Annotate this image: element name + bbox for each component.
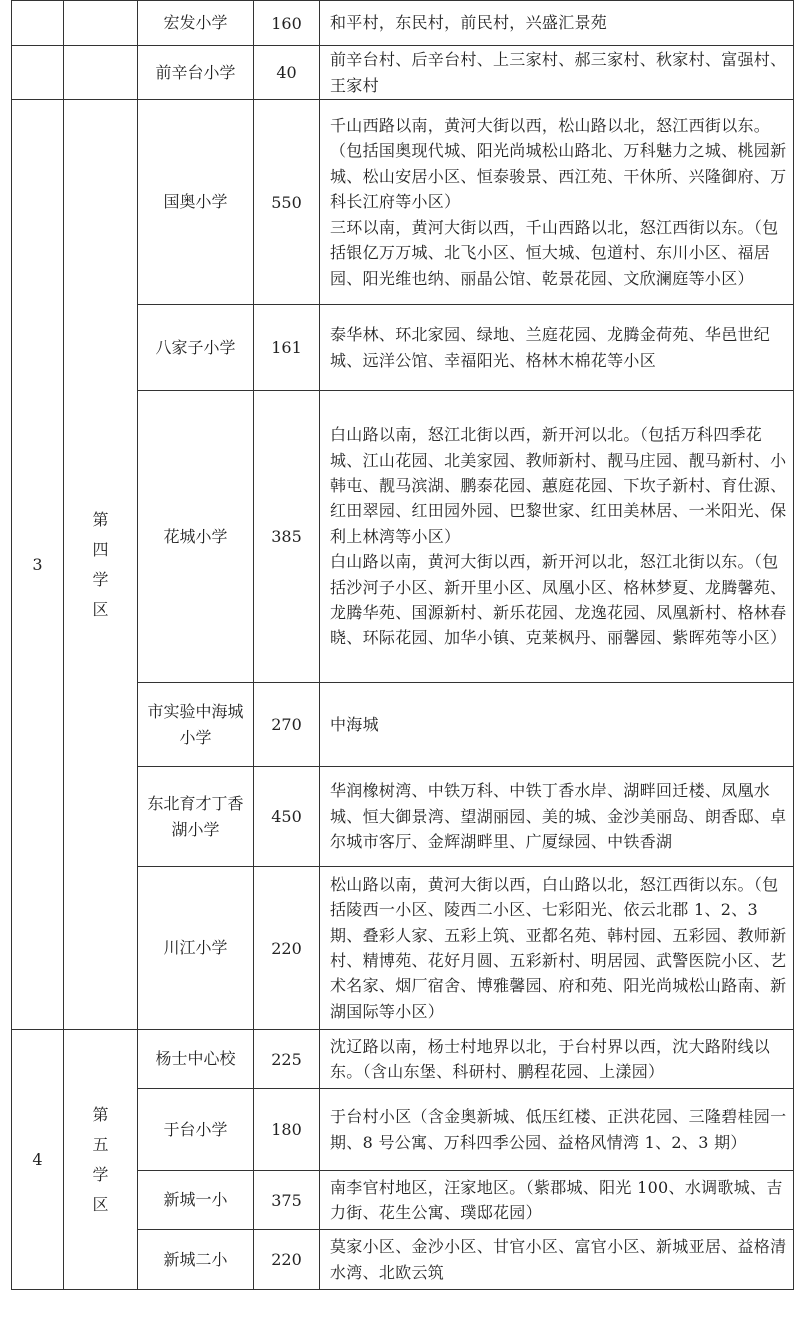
catchment-area (320, 1, 794, 46)
enrollment-table (11, 0, 794, 1290)
district-char: 第 (92, 1104, 109, 1124)
group-number-cell (12, 1, 64, 46)
catchment-area (320, 767, 794, 867)
area-text: 和平村，东民村，前民村，兴盛汇景苑 (330, 13, 608, 33)
catchment-area (320, 391, 794, 683)
enrollment-count: 450 (254, 767, 320, 867)
school-name: 国奥小学 (138, 100, 254, 305)
area-text: 白山路以南，黄河大街以西，新开河以北，怒江北街以东。（包括沙河子小区、新开里小区、凤凰小区、格林梦夏、龙腾馨苑、龙腾华苑、国源新村、新乐花园、龙逸花园、凤凰新村、格林春晓、环际花园、加华小镇、克莱枫丹、丽馨园、紫晖苑等小区） (330, 552, 787, 648)
district-char: 学 (92, 569, 109, 589)
enrollment-count: 161 (254, 305, 320, 391)
district-char: 学 (92, 1164, 109, 1184)
school-name: 市实验中海城小学 (138, 683, 254, 767)
area-text: 千山西路以南，黄河大街以西，松山路以北，怒江西街以东。（包括国奥现代城、阳光尚城松山路北、万科魅力之城、桃园新城、松山安居小区、恒泰骏景、西江苑、干休所、兴隆御府、万科长江府等小区） (330, 116, 787, 212)
district-name (64, 1030, 138, 1290)
area-text: 泰华林、环北家园、绿地、兰庭花园、龙腾金荷苑、华邑世纪城、远洋公馆、幸福阳光、格林木棉花等小区 (330, 325, 771, 370)
school-name: 新城二小 (138, 1230, 254, 1290)
table-row (12, 1030, 794, 1089)
enrollment-count: 180 (254, 1089, 320, 1171)
table-row (12, 100, 794, 305)
district-cell (64, 46, 138, 100)
enrollment-count: 160 (254, 1, 320, 46)
school-name: 杨士中心校 (138, 1030, 254, 1089)
enrollment-count: 270 (254, 683, 320, 767)
district-char: 四 (92, 539, 109, 559)
catchment-area (320, 1230, 794, 1290)
area-text: 华润橡树湾、中铁万科、中铁丁香水岸、湖畔回迁楼、凤凰水城、恒大御景湾、望湖丽园、美的城、金沙美丽岛、朗香邸、卓尔城市客厅、金辉湖畔里、广厦绿园、中铁香湖 (330, 781, 787, 852)
enrollment-count: 375 (254, 1171, 320, 1230)
catchment-area (320, 100, 794, 305)
enrollment-count: 225 (254, 1030, 320, 1089)
enrollment-count: 385 (254, 391, 320, 683)
district-label (64, 505, 137, 625)
area-text: 前辛台村、后辛台村、上三家村、郝三家村、秋家村、富强村、王家村 (330, 50, 787, 95)
area-text: 南李官村地区，汪家地区。（紫郡城、阳光 100、水调歌城、吉力街、花生公寓、璞邸花园） (330, 1177, 783, 1222)
area-text: 莫家小区、金沙小区、甘官小区、富官小区、新城亚居、益格清水湾、北欧云筑 (330, 1237, 787, 1282)
catchment-area (320, 867, 794, 1030)
school-name: 川江小学 (138, 867, 254, 1030)
district-char: 第 (92, 509, 109, 529)
school-name: 八家子小学 (138, 305, 254, 391)
enrollment-count: 550 (254, 100, 320, 305)
district-cell (64, 1, 138, 46)
school-name: 于台小学 (138, 1089, 254, 1171)
area-text: 沈辽路以南，杨士村地界以北，于台村界以西，沈大路附线以东。（含山东堡、科研村、鹏程花园、上漾园） (330, 1036, 771, 1081)
area-text: 中海城 (330, 714, 379, 734)
group-number: 3 (12, 100, 64, 1030)
area-text: 白山路以南，怒江北街以西，新开河以北。（包括万科四季花城、江山花园、北美家园、教师新村、靓马庄园、靓马新村、小韩屯、靓马滨湖、鹏泰花园、蕙庭花园、下坎子新村、育仕源、红田翠园、红田园外园、巴黎世家、红田美林居、一米阳光、保利上林湾等小区） (330, 425, 787, 546)
catchment-area (320, 1171, 794, 1230)
enrollment-count: 40 (254, 46, 320, 100)
group-number-cell (12, 46, 64, 100)
school-name: 宏发小学 (138, 1, 254, 46)
table-row (12, 46, 794, 100)
school-name: 东北育才丁香湖小学 (138, 767, 254, 867)
area-text: 于台村小区（含金奥新城、低压红楼、正洪花园、三隆碧桂园一期、8 号公寓、万科四季公园、益格风情湾 1、2、3 期） (330, 1107, 787, 1152)
catchment-area (320, 683, 794, 767)
school-name: 花城小学 (138, 391, 254, 683)
enrollment-count: 220 (254, 867, 320, 1030)
district-char: 区 (92, 1194, 109, 1214)
district-label (64, 1100, 137, 1220)
district-name (64, 100, 138, 1030)
area-text: 三环以南，黄河大街以西，千山西路以北，怒江西街以东。（包括银亿万万城、北飞小区、恒大城、包道村、东川小区、福居园、阳光维也纳、丽晶公馆、乾景花园、文欣澜庭等小区） (330, 217, 779, 288)
catchment-area (320, 1030, 794, 1089)
school-name: 前辛台小学 (138, 46, 254, 100)
district-char: 区 (92, 599, 109, 619)
catchment-area (320, 46, 794, 100)
district-char: 五 (92, 1134, 109, 1154)
school-name: 新城一小 (138, 1171, 254, 1230)
catchment-area (320, 1089, 794, 1171)
area-text: 松山路以南，黄河大街以西，白山路以北，怒江西街以东。（包括陵西一小区、陵西二小区、七彩阳光、依云北郡 1、2、3 期、叠彩人家、五彩上筑、亚都名苑、韩村园、五彩园、教师新村、精博苑、花好月圆、五彩新村、明居园、武警医院小区、艺术名家、烟厂宿舍、博雅馨园、府和苑、阳光尚城松山路南、新湖国际等小区） (330, 874, 787, 1021)
table-row (12, 1, 794, 46)
enrollment-count: 220 (254, 1230, 320, 1290)
catchment-area (320, 305, 794, 391)
group-number: 4 (12, 1030, 64, 1290)
